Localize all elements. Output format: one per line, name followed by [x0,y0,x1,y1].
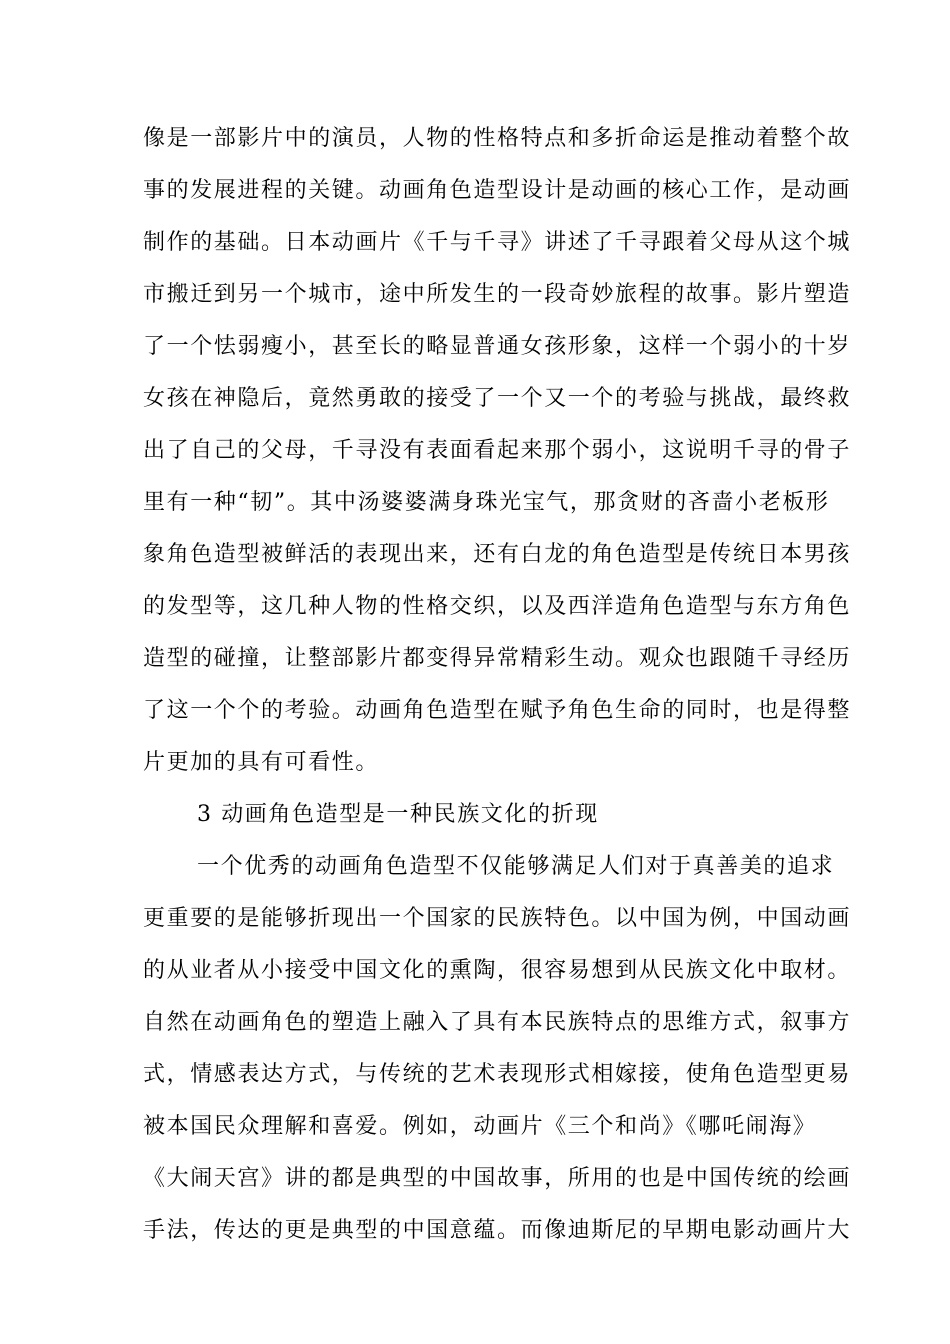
paragraph-line: 事的发展进程的关键。动画角色造型设计是动画的核心工作，是动画 [143,178,852,203]
paragraph-line: 出了自己的父母，千寻没有表面看起来那个弱小，这说明千寻的骨子 [143,438,852,463]
paragraph-line: 手法，传达的更是典型的中国意蕴。而像迪斯尼的早期电影动画片大 [143,1218,852,1243]
paragraph-line: 式，情感表达方式，与传统的艺术表现形式相嫁接，使角色造型更易 [143,1062,852,1087]
paragraph-line: 了这一个个的考验。动画角色造型在赋予角色生命的同时，也是得整 [143,698,852,723]
paragraph-line: 市搬迁到另一个城市，途中所发生的一段奇妙旅程的故事。影片塑造 [143,282,852,307]
paragraph-line: 象角色造型被鲜活的表现出来，还有白龙的角色造型是传统日本男孩 [143,542,852,567]
paragraph-line: 自然在动画角色的塑造上融入了具有本民族特点的思维方式，叙事方 [143,1010,852,1035]
paragraph-line: 制作的基础。日本动画片《千与千寻》讲述了千寻跟着父母从这个城 [143,230,852,255]
paragraph-line: 一个优秀的动画角色造型不仅能够满足人们对于真善美的追求 [197,854,835,879]
paragraph-line: 了一个怯弱瘦小，甚至长的略显普通女孩形象，这样一个弱小的十岁 [143,334,852,359]
paragraph-line: 片更加的具有可看性。 [143,750,380,775]
paragraph-line: 《大闹天宫》讲的都是典型的中国故事，所用的也是中国传统的绘画 [143,1166,852,1191]
paragraph-line: 像是一部影片中的演员，人物的性格特点和多折命运是推动着整个故 [143,126,852,151]
paragraph-line: 更重要的是能够折现出一个国家的民族特色。以中国为例，中国动画 [143,906,852,931]
paragraph-line: 造型的碰撞，让整部影片都变得异常精彩生动。观众也跟随千寻经历 [143,646,852,671]
paragraph-line: 的从业者从小接受中国文化的熏陶，很容易想到从民族文化中取材。 [143,958,852,983]
paragraph-line: 被本国民众理解和喜爱。例如，动画片《三个和尚》《哪吒闹海》 [143,1114,817,1139]
paragraph-line: 的发型等，这几种人物的性格交织，以及西洋造角色造型与东方角色 [143,594,852,619]
section-heading: 3 动画角色造型是一种民族文化的折现 [197,802,599,827]
paragraph-line: 里有一种“韧”。其中汤婆婆满身珠光宝气，那贪财的吝啬小老板形 [143,490,830,515]
paragraph-line: 女孩在神隐后，竟然勇敢的接受了一个又一个的考验与挑战，最终救 [143,386,852,411]
